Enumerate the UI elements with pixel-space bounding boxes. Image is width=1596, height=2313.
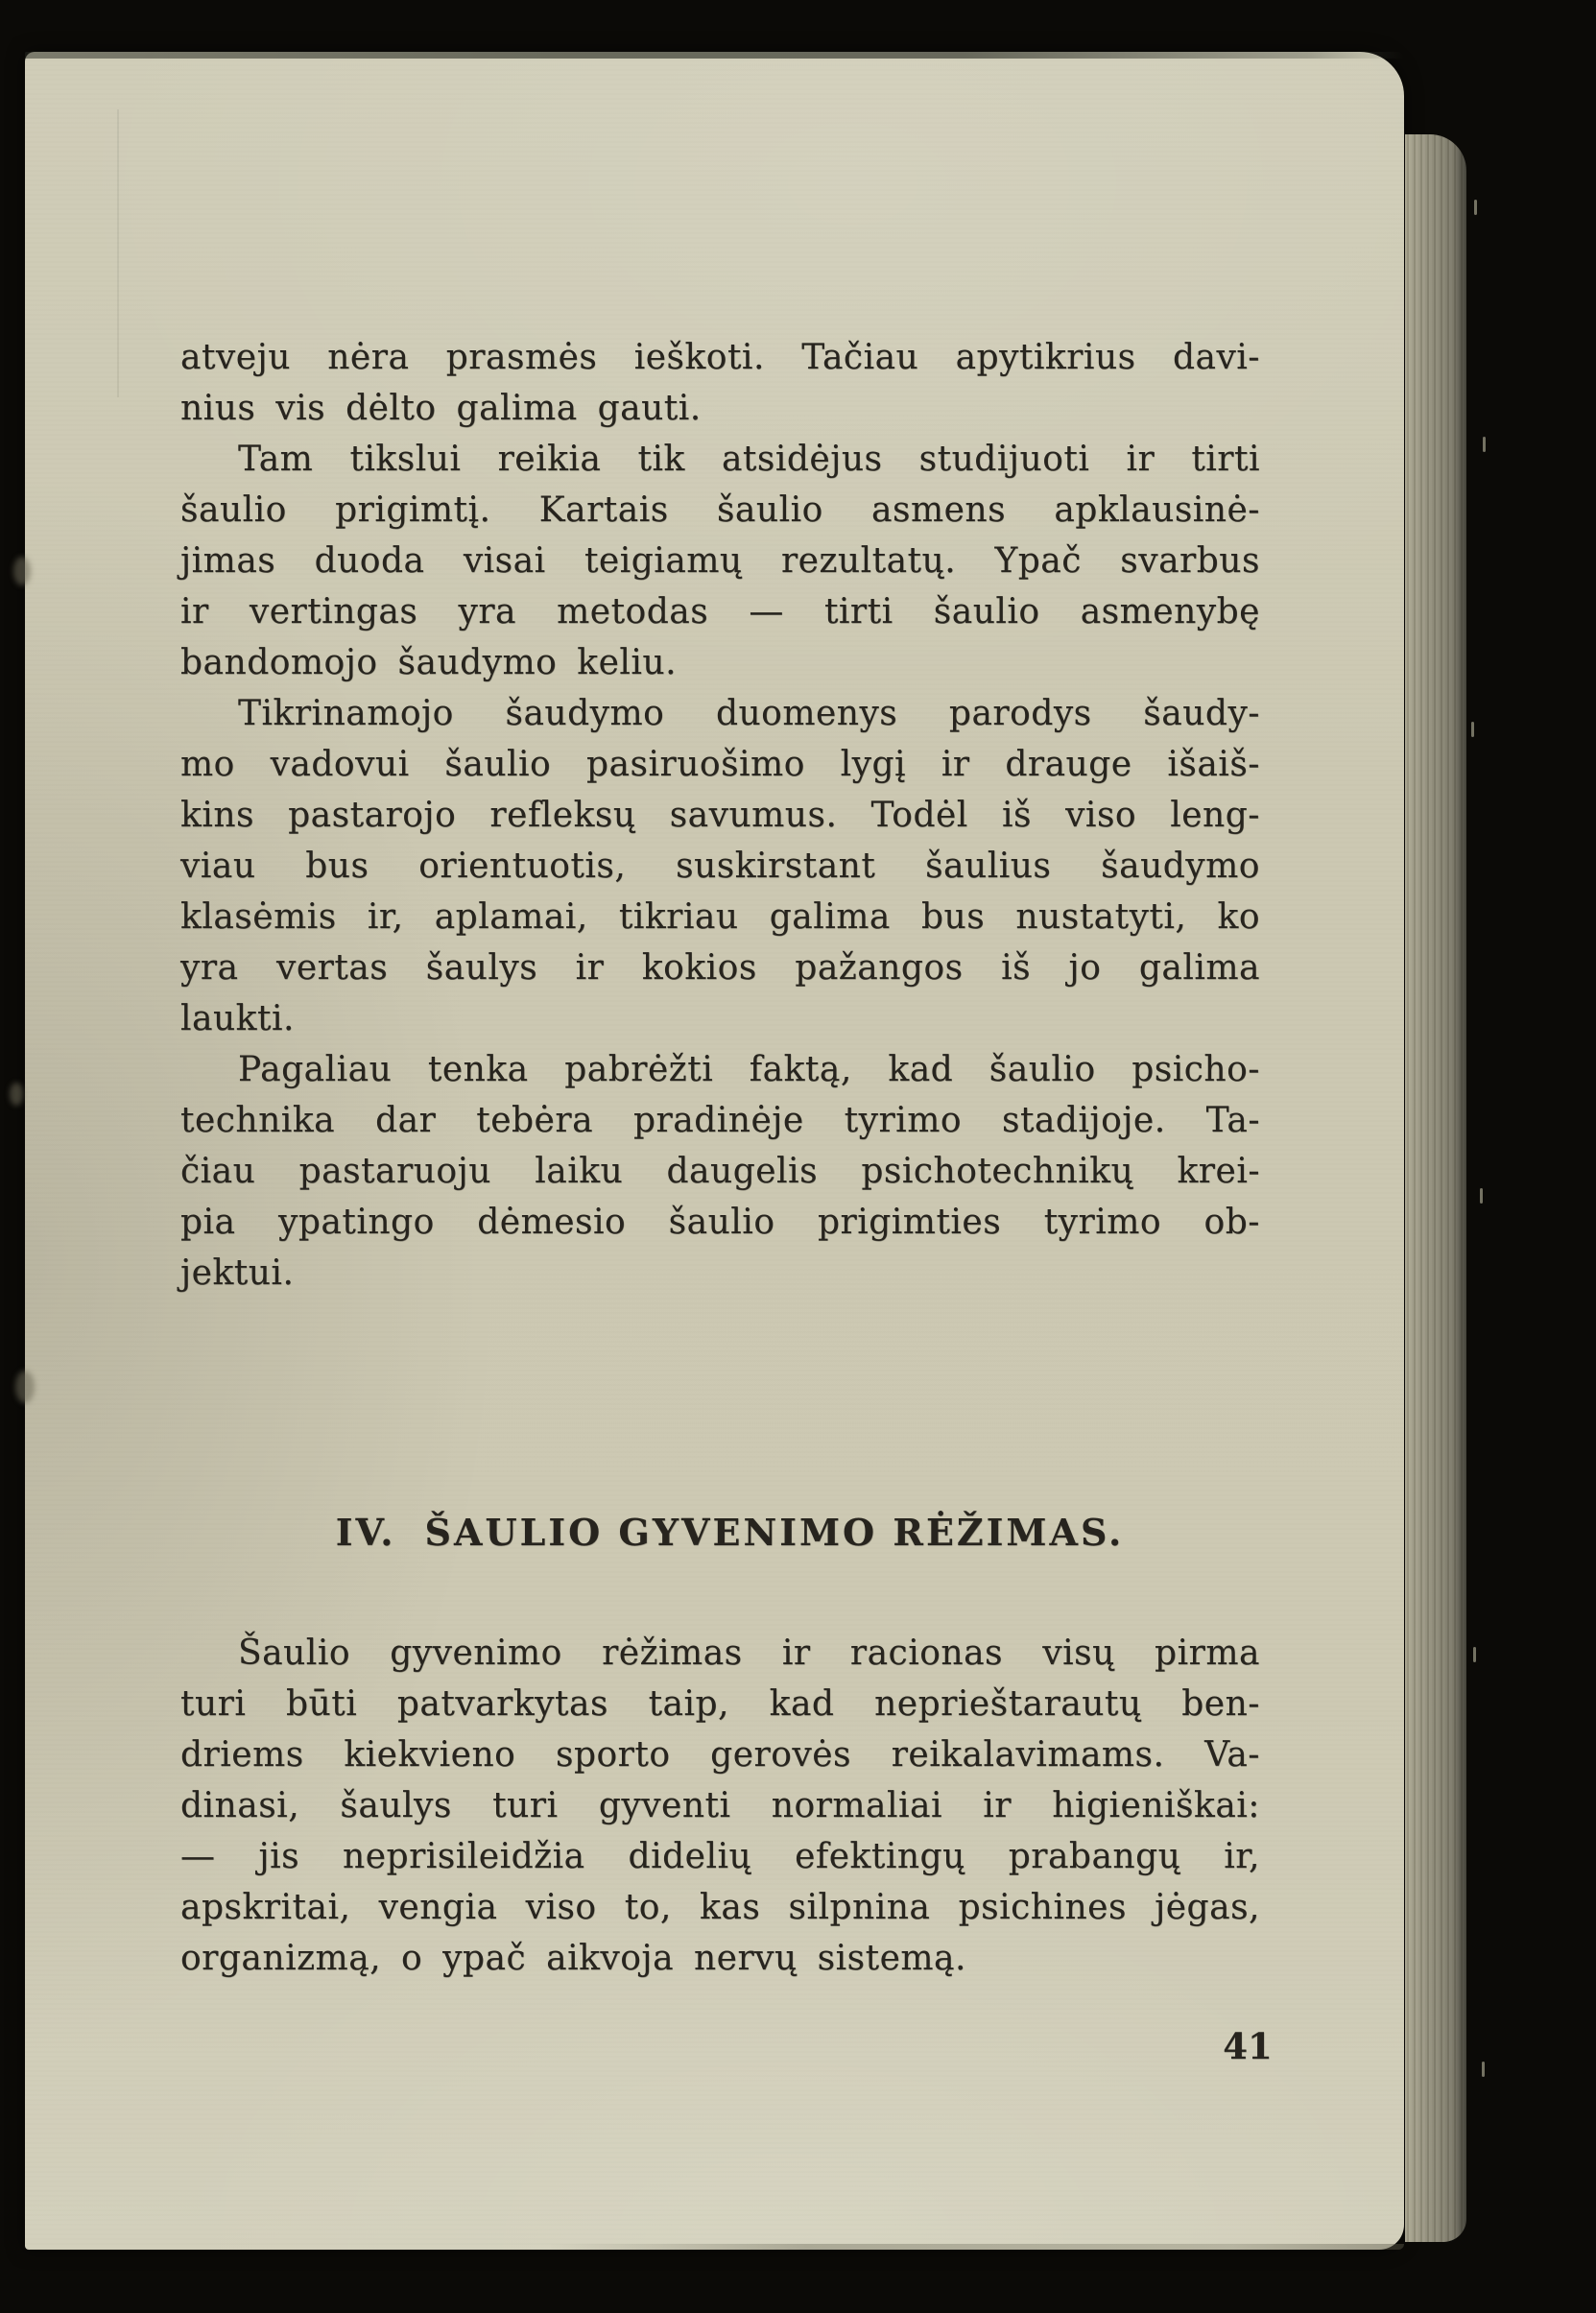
- book-fore-edge: [1405, 134, 1466, 2242]
- page-edge-highlight: [1473, 1647, 1476, 1662]
- text-line: jektui.: [180, 1253, 295, 1293]
- section-heading: [190, 1507, 1270, 1558]
- section-heading-numeral: IV.: [335, 1511, 396, 1554]
- text-line: Pagaliau tenka pabrėžti faktą, kad šaulio psicho-: [238, 1050, 1260, 1089]
- section-heading-title: ŠAULIO GYVENIMO RĖŽIMAS.: [424, 1511, 1125, 1554]
- page-edge-highlight: [1471, 722, 1474, 737]
- text-line: laukti.: [180, 999, 295, 1038]
- paper-smudge: [15, 1371, 35, 1403]
- text-line: organizmą, o ypač aikvoja nervų sistemą.: [180, 1939, 966, 1978]
- paper-smudge: [10, 1083, 23, 1106]
- text-line: — jis neprisileidžia didelių efektingų prabangų ir,: [180, 1837, 1260, 1876]
- body-text-block-top: [180, 332, 1260, 1299]
- page-edge-highlight: [1474, 200, 1477, 215]
- text-line: ir vertingas yra metodas — tirti šaulio asmenybę: [180, 592, 1260, 632]
- text-line: nius vis dėlto galima gauti.: [180, 389, 702, 428]
- text-line: Tikrinamojo šaudymo duomenys parodys šaudy-: [238, 694, 1260, 733]
- page-edge-highlight: [1483, 437, 1486, 452]
- text-line: Tam tikslui reikia tik atsidėjus studijuoti ir tirti: [238, 440, 1260, 479]
- page-edge-highlight: [1482, 2062, 1485, 2077]
- page-number: 41: [1223, 2025, 1273, 2067]
- text-line: klasėmis ir, aplamai, tikriau galima bus nustatyti, ko: [180, 897, 1260, 937]
- text-line: mo vadovui šaulio pasiruošimo lygį ir drauge išaiš-: [180, 745, 1260, 784]
- page-edge-highlight: [1480, 1188, 1483, 1204]
- text-line: turi būti patvarkytas taip, kad neprieštarautų ben-: [180, 1684, 1260, 1724]
- text-line: dinasi, šaulys turi gyventi normaliai ir higieniškai:: [180, 1786, 1260, 1825]
- text-line: technika dar tebėra pradinėje tyrimo stadijoje. Ta-: [180, 1101, 1260, 1140]
- text-line: bandomojo šaudymo keliu.: [180, 643, 678, 682]
- text-line: kins pastarojo refleksų savumus. Todėl iš viso leng-: [180, 796, 1260, 835]
- text-line: apskritai, vengia viso to, kas silpnina psichines jėgas,: [180, 1888, 1260, 1927]
- text-line: šaulio prigimtį. Kartais šaulio asmens apklausinė-: [180, 490, 1260, 530]
- text-line: pia ypatingo dėmesio šaulio prigimties tyrimo ob-: [180, 1203, 1260, 1242]
- body-text-block-bottom: [180, 1628, 1260, 1984]
- text-line: Šaulio gyvenimo rėžimas ir racionas visų pirma: [238, 1633, 1260, 1673]
- paper-sheet: [25, 52, 1404, 2250]
- text-line: čiau pastaruoju laiku daugelis psichotechnikų krei-: [180, 1152, 1260, 1191]
- text-line: yra vertas šaulys ir kokios pažangos iš jo galima: [180, 948, 1260, 988]
- text-line: jimas duoda visai teigiamų rezultatų. Ypač svarbus: [180, 541, 1260, 581]
- paper-crease: [117, 109, 119, 397]
- paper-smudge: [13, 557, 31, 585]
- text-line: atveju nėra prasmės ieškoti. Tačiau apytikrius davi-: [180, 338, 1260, 377]
- text-line: viau bus orientuotis, suskirstant šaulius šaudymo: [180, 847, 1260, 886]
- text-line: driems kiekvieno sporto gerovės reikalavimams. Va-: [180, 1735, 1260, 1775]
